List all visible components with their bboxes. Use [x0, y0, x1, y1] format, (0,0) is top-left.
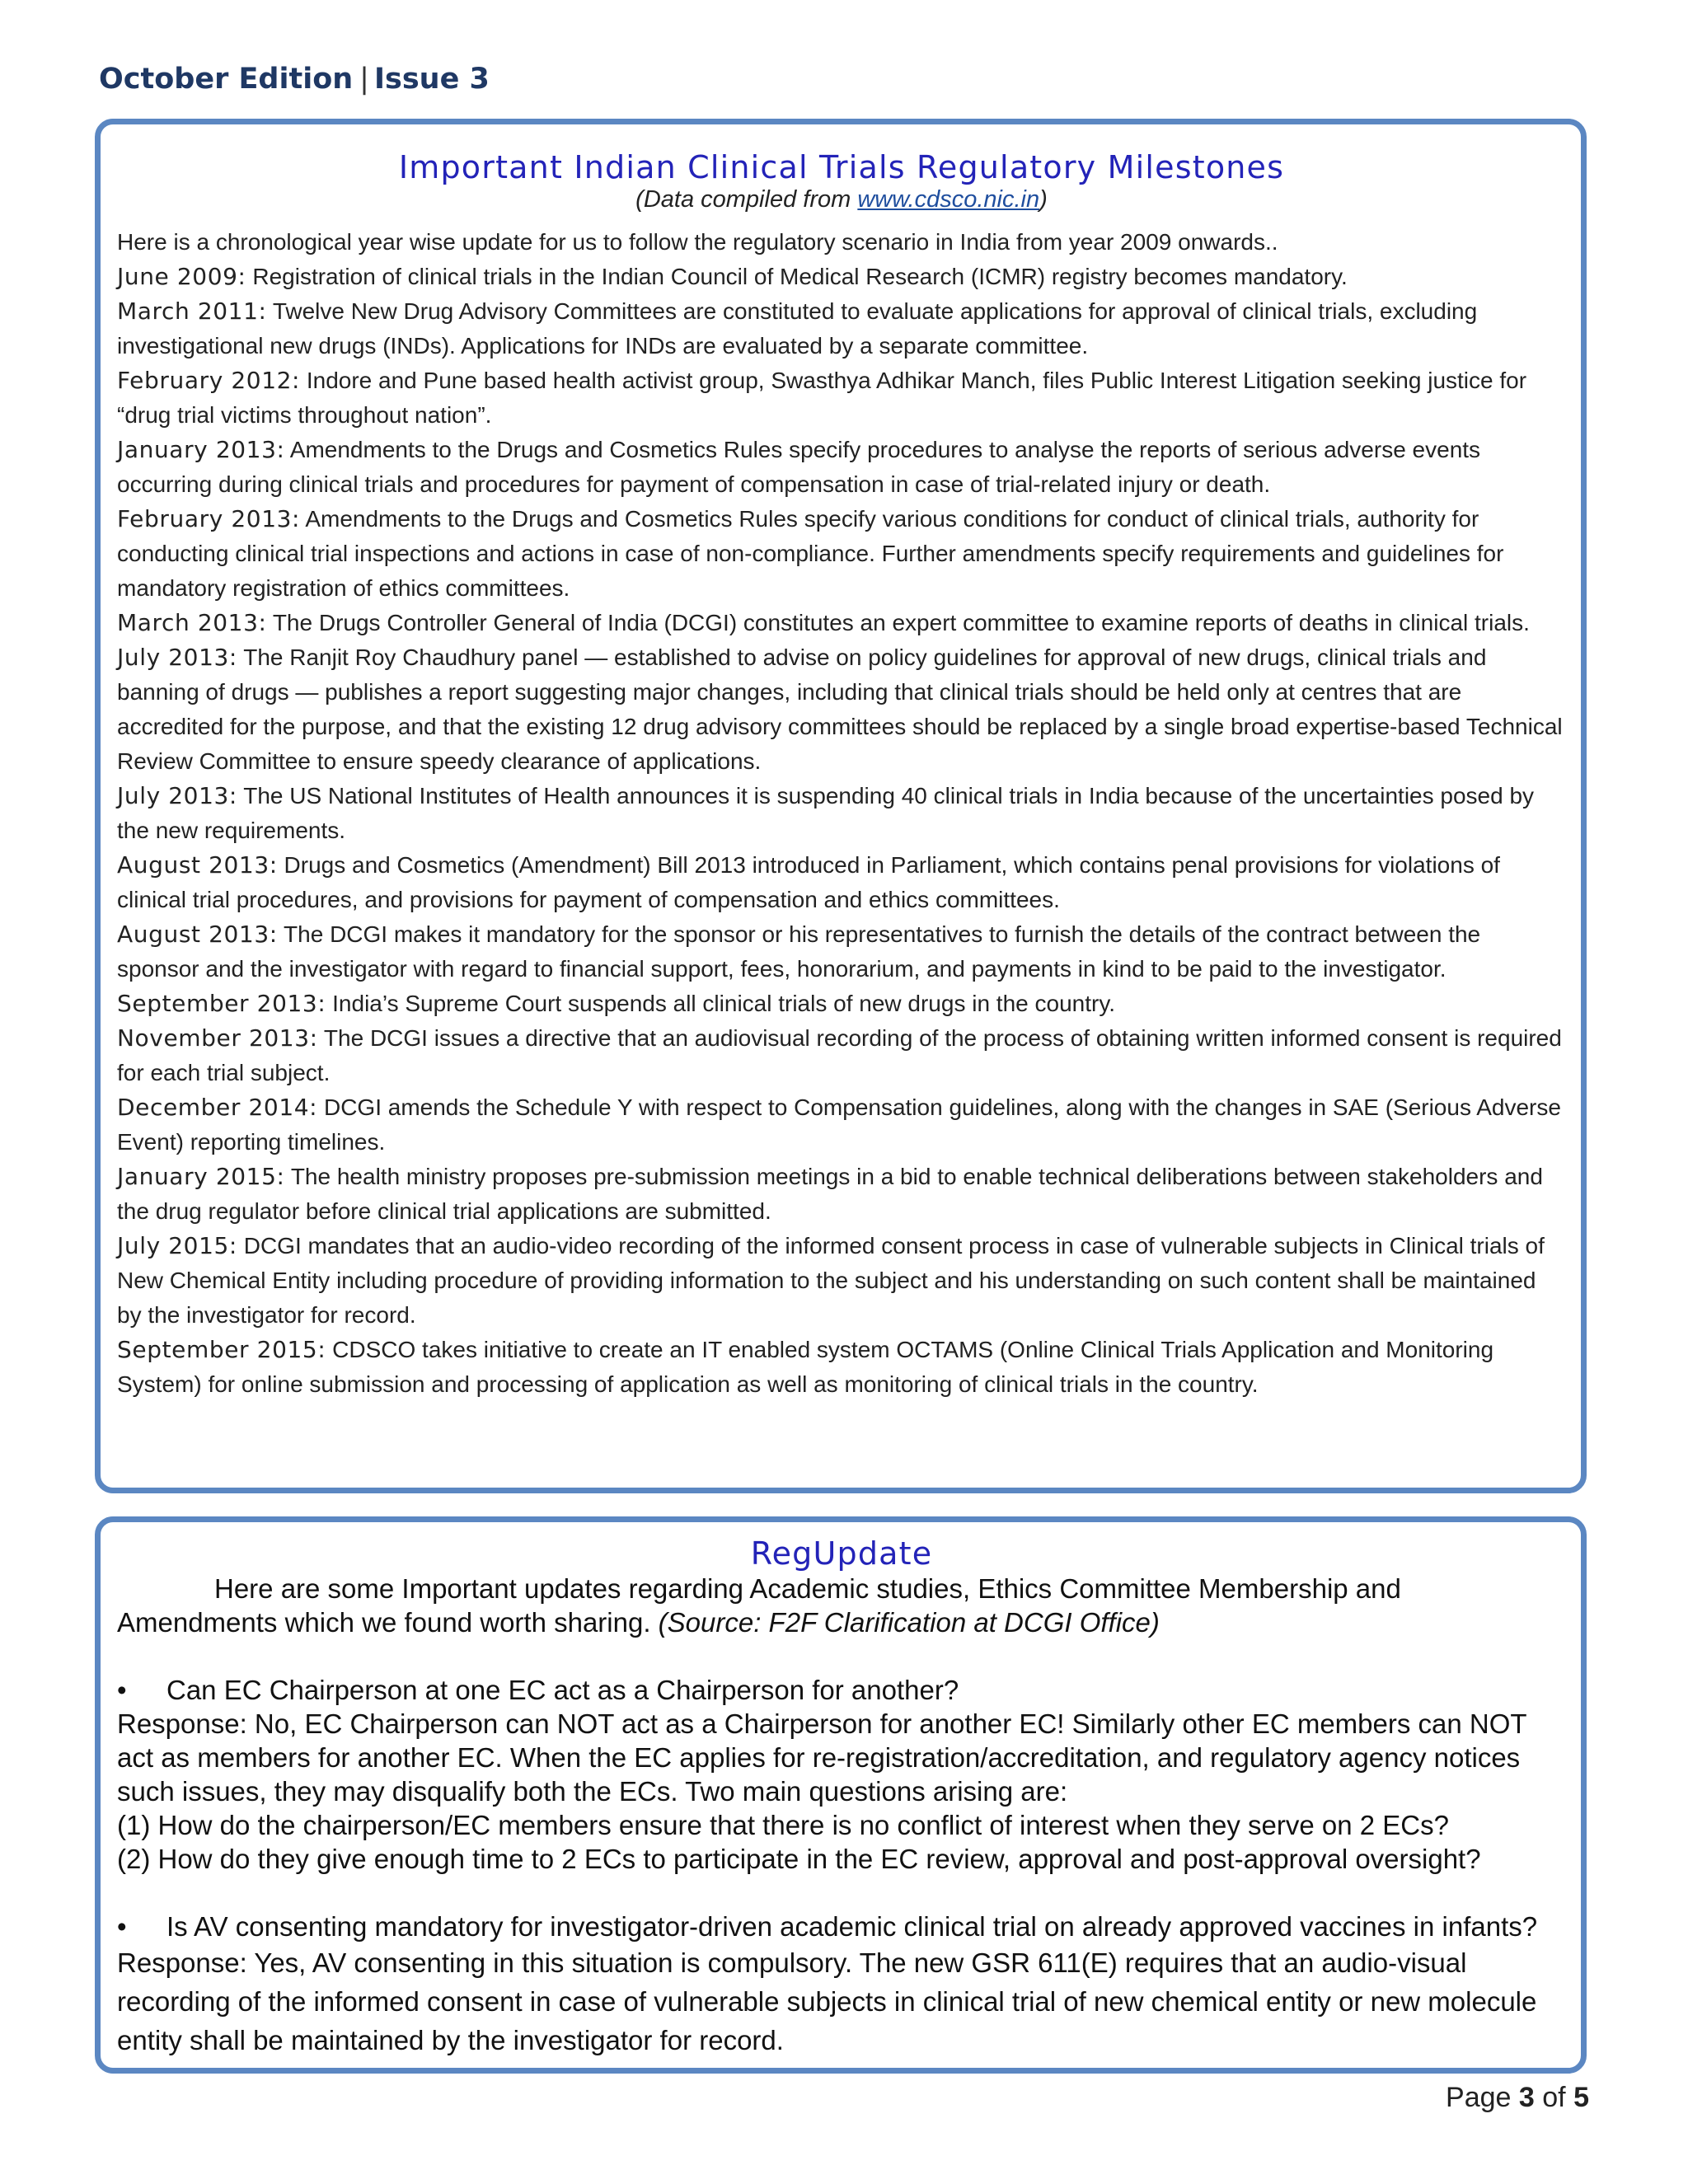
subtitle-prefix: (Data compiled from	[635, 186, 858, 213]
response-text: Response: Yes, AV consenting in this situation is compulsory. The new GSR 611(E) requires that an audio-visual recording of the informed consent in case of vulnerable subjects in clinical trial of new chemical entity or new molecule entity shall be maintained by the investigator for record.	[117, 1947, 1537, 2055]
milestone-date: March 2013:	[117, 609, 267, 636]
subtitle-suffix: )	[1039, 186, 1048, 213]
milestone-date: January 2013:	[117, 436, 285, 463]
of-label: of	[1534, 2082, 1574, 2113]
milestone-date: March 2011:	[117, 298, 267, 325]
edition-header	[99, 63, 490, 96]
sub-question-2: (2) How do they give enough time to 2 ECs to participate in the EC review, approval and post-approval oversight?	[117, 1844, 1481, 1874]
milestone-text: CDSCO takes initiative to create an IT enabled system OCTAMS (Online Clinical Trials Application and Monitoring System) for online submission and processing of application as well as monitoring of clinical trials in the country.	[117, 1337, 1494, 1397]
milestone-entry	[117, 779, 1566, 848]
milestone-text: Registration of clinical trials in the Indian Council of Medical Research (ICMR) registry becomes mandatory.	[246, 264, 1348, 289]
regupdate-box	[95, 1516, 1587, 2074]
milestone-entry	[117, 1229, 1566, 1333]
regupdate-title: RegUpdate	[750, 1535, 933, 1572]
milestone-date: August 2013:	[117, 921, 278, 948]
page-total: 5	[1573, 2082, 1589, 2113]
header-separator: |	[359, 63, 369, 96]
milestone-date: January 2015:	[117, 1163, 285, 1190]
regupdate-source: (Source: F2F Clarification at DCGI Office)	[658, 1607, 1160, 1638]
milestone-entry	[117, 363, 1566, 433]
milestone-text: Twelve New Drug Advisory Committees are constituted to evaluate applications for approval of clinical trials, excluding investigational new drugs (INDs). Applications for INDs are evaluated by a separate committee.	[117, 298, 1478, 359]
spacer	[117, 1876, 1566, 1910]
cdsco-link[interactable]: www.cdsco.nic.in	[857, 186, 1040, 213]
milestone-date: September 2013:	[117, 990, 326, 1017]
milestone-text: The DCGI issues a directive that an audiovisual recording of the process of obtaining written informed consent is required for each trial subject.	[117, 1025, 1562, 1085]
milestone-entry	[117, 260, 1566, 294]
regupdate-intro-text: Here are some Important updates regarding Academic studies, Ethics Committee Membership and Amendments which we found worth sharing.	[117, 1573, 1401, 1638]
milestones-box	[95, 119, 1587, 1493]
bullet-icon: •	[117, 1911, 127, 1942]
milestone-text: The US National Institutes of Health announces it is suspending 40 clinical trials in India because of the uncertainties posed by the new requirements.	[117, 783, 1535, 843]
response-text: Response: No, EC Chairperson can NOT act as a Chairperson for another EC! Similarly other EC members can NOT act as members for another EC. When the EC applies for re-registration/accreditation, and regulatory agency notices such issues, they may disqualify both the ECs. Two main questions arising are:	[117, 1708, 1526, 1807]
sub-question-1: (1) How do the chairperson/EC members ensure that there is no conflict of interest when they serve on 2 ECs?	[117, 1810, 1449, 1840]
edition-label: October Edition	[99, 63, 354, 96]
milestone-date: July 2013:	[117, 644, 237, 671]
milestone-date: June 2009:	[117, 263, 246, 290]
milestone-entry	[117, 294, 1566, 363]
milestone-entry	[117, 848, 1566, 917]
page-current: 3	[1518, 2082, 1535, 2113]
question-item	[117, 1673, 1566, 1707]
milestone-text: The health ministry proposes pre-submission meetings in a bid to enable technical deliberations between stakeholders and the drug regulator before clinical trial applications are submitted.	[117, 1164, 1543, 1224]
milestone-entry	[117, 640, 1566, 779]
milestone-entry	[117, 987, 1566, 1021]
milestone-entry	[117, 606, 1566, 640]
milestone-date: September 2015:	[117, 1336, 326, 1363]
milestones-title: Important Indian Clinical Trials Regulatory Milestones	[398, 149, 1285, 185]
spacer	[117, 1639, 1566, 1673]
milestone-entry	[117, 1333, 1566, 1402]
milestone-date: February 2013:	[117, 505, 301, 532]
issue-label: Issue 3	[373, 63, 490, 96]
question-item	[117, 1910, 1566, 1943]
question-text: Can EC Chairperson at one EC act as a Chairperson for another?	[166, 1675, 959, 1705]
milestone-text: The Drugs Controller General of India (DCGI) constitutes an expert committee to examine reports of deaths in clinical trials.	[266, 610, 1530, 635]
milestone-date: November 2013:	[117, 1024, 318, 1052]
milestone-date: July 2013:	[117, 782, 237, 809]
milestone-entry	[117, 917, 1566, 987]
milestone-entry	[117, 1090, 1566, 1160]
milestone-text: DCGI mandates that an audio-video recording of the informed consent process in case of vulnerable subjects in Clinical trials of New Chemical Entity including procedure of providing information to the subject and his understanding on such content shall be maintained by the investigator for record.	[117, 1233, 1545, 1328]
milestone-text: Amendments to the Drugs and Cosmetics Rules specify procedures to analyse the reports of serious adverse events occurring during clinical trials and procedures for payment of compensation in case of trial-related injury or death.	[117, 437, 1481, 497]
bullet-icon: •	[117, 1675, 127, 1705]
regupdate-intro	[117, 1572, 1566, 1639]
milestone-entry	[117, 502, 1566, 606]
page-number	[1446, 2082, 1589, 2114]
milestone-text: The Ranjit Roy Chaudhury panel — established to advise on policy guidelines for approval of new drugs, clinical trials and banning of drugs — publishes a report suggesting major changes, including that clinical trials should be held only at centres that are accredited for the purpose, and that the existing 12 drug advisory committees should be replaced by a single broad expertise-based Technical Review Committee to ensure speedy clearance of applications.	[117, 644, 1563, 774]
milestone-entry	[117, 1160, 1566, 1229]
milestones-list	[117, 225, 1566, 1402]
milestone-date: February 2012:	[117, 367, 301, 394]
milestone-entry	[117, 433, 1566, 502]
milestone-date: August 2013:	[117, 851, 278, 879]
milestone-entry	[117, 1021, 1566, 1090]
milestone-text: The DCGI makes it mandatory for the sponsor or his representatives to furnish the details of the contract between the sponsor and the investigator with regard to financial support, fees, honorarium, and payments in kind to be paid to the investigator.	[117, 921, 1481, 982]
regupdate-body	[117, 1572, 1566, 2060]
question-text: Is AV consenting mandatory for investigator-driven academic clinical trial on already approved vaccines in infants?	[166, 1911, 1538, 1942]
milestones-intro: Here is a chronological year wise update for us to follow the regulatory scenario in India from year 2009 onwards..	[117, 229, 1278, 255]
milestone-text: Amendments to the Drugs and Cosmetics Rules specify various conditions for conduct of clinical trials, authority for conducting clinical trial inspections and actions in case of non-compliance. Further amendments specify requirements and guidelines for mandatory registration of ethics committees.	[117, 506, 1504, 601]
milestone-text: Drugs and Cosmetics (Amendment) Bill 2013 introduced in Parliament, which contains penal provisions for violations of clinical trial procedures, and provisions for payment of compensation and ethics committees.	[117, 852, 1500, 912]
milestones-subtitle	[117, 185, 1566, 213]
page-label: Page	[1446, 2082, 1519, 2113]
milestone-text: DCGI amends the Schedule Y with respect to Compensation guidelines, along with the changes in SAE (Serious Adverse Event) reporting timelines.	[117, 1094, 1561, 1155]
milestone-date: July 2015:	[117, 1232, 237, 1259]
milestone-text: India’s Supreme Court suspends all clinical trials of new drugs in the country.	[326, 991, 1116, 1016]
milestone-text: Indore and Pune based health activist group, Swasthya Adhikar Manch, files Public Interest Litigation seeking justice for “drug trial victims throughout nation”.	[117, 368, 1527, 428]
milestone-date: December 2014:	[117, 1094, 318, 1121]
